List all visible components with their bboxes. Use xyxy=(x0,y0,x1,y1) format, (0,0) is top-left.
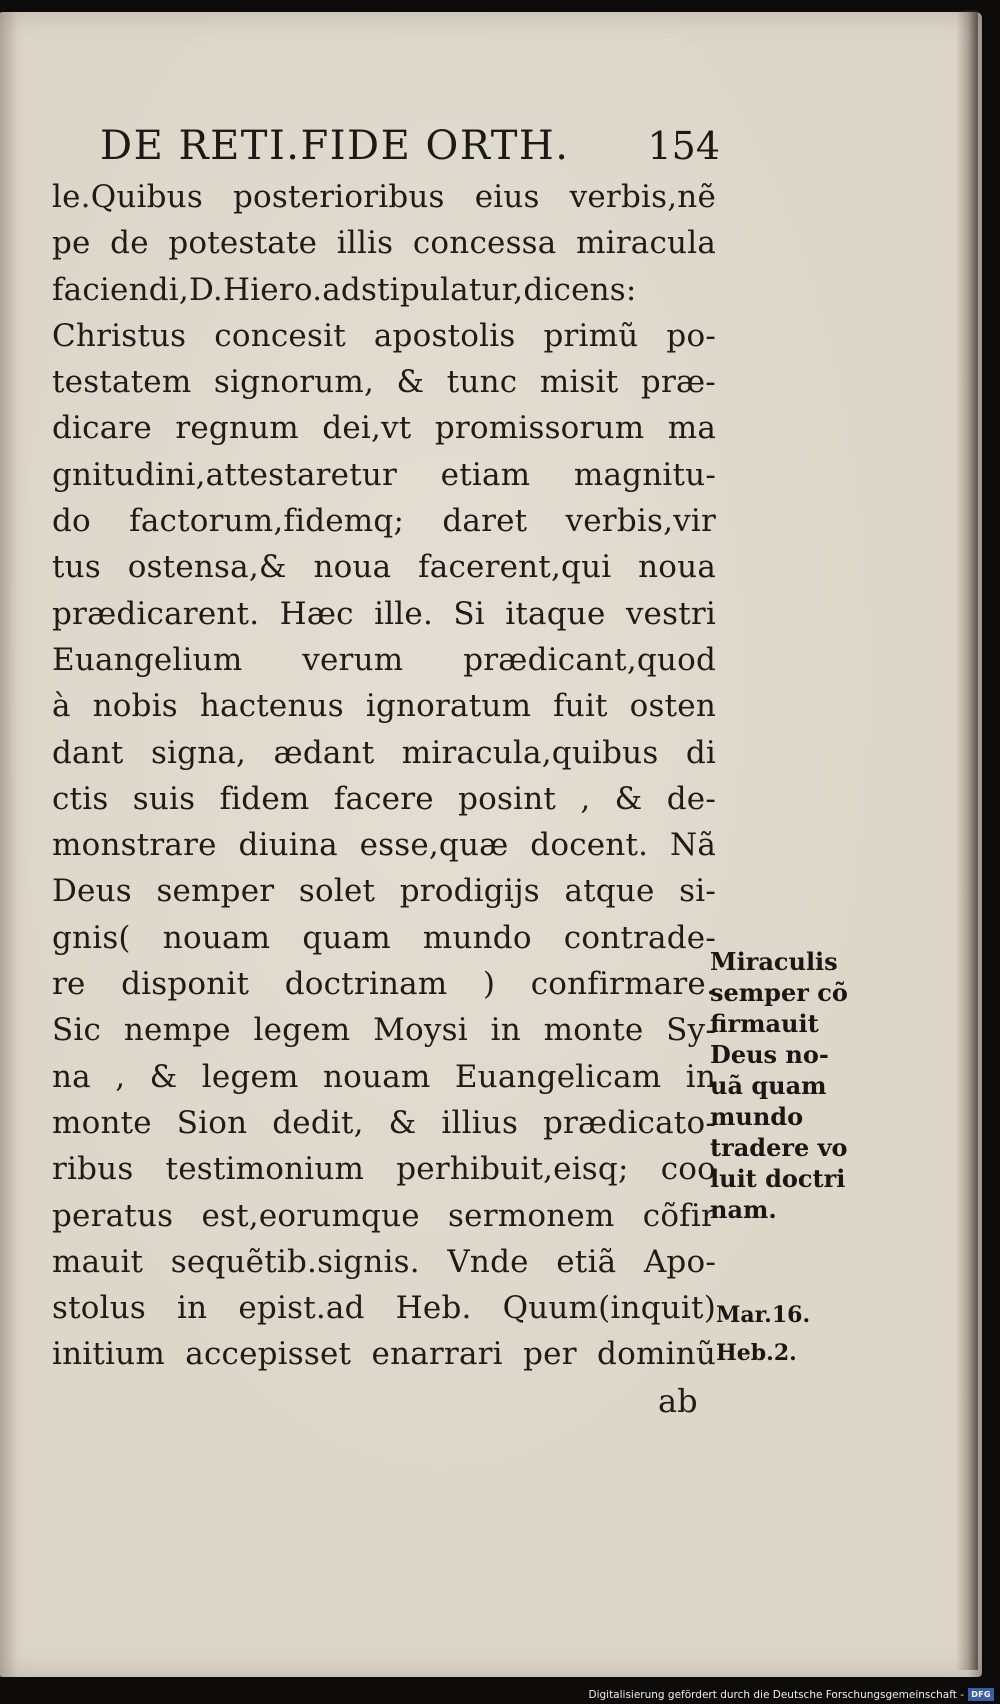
text-line: tus ostensa,& noua facerent,qui noua xyxy=(52,549,716,586)
text-line: mauit sequẽtib.signis. Vnde etiã Apo- xyxy=(52,1243,716,1280)
text-line: gnitudini,attestaretur etiam magnitu- xyxy=(52,456,716,493)
text-line: stolus in epist.ad Heb. Quum(inquit) xyxy=(52,1290,716,1327)
marginal-references xyxy=(716,1296,810,1372)
marginal-note-line: firmauit xyxy=(710,1009,819,1038)
marginal-note-line: Deus no- xyxy=(710,1040,829,1069)
page-number: 154 xyxy=(647,124,720,168)
text-line: à nobis hactenus ignoratum fuit osten xyxy=(52,688,716,725)
marginal-note-line: uã quam xyxy=(710,1071,827,1100)
marginal-note-line: semper cõ xyxy=(710,978,848,1007)
marginal-note-line: mundo xyxy=(710,1102,804,1131)
page-edge-shadow xyxy=(956,10,978,1670)
text-line: ctis suis fidem facere posint , & de- xyxy=(52,780,716,817)
running-head xyxy=(100,118,720,178)
text-line: faciendi,D.Hiero.adstipulatur,dicens: xyxy=(52,271,637,308)
dfg-logo: DFG xyxy=(968,1688,994,1701)
text-line: monte Sion dedit, & illius prædicato- xyxy=(52,1104,716,1141)
text-line: dicare regnum dei,vt promissorum ma xyxy=(52,410,716,447)
marginal-reference: Heb.2. xyxy=(716,1340,797,1366)
body-text xyxy=(52,174,716,1378)
text-line: ribus testimonium perhibuit,eisq; coo xyxy=(52,1151,716,1188)
marginal-note-line: tradere vo xyxy=(710,1133,848,1162)
text-line: pe de potestate illis concessa miracula xyxy=(52,225,716,262)
text-line: monstrare diuina esse,quæ docent. Nã xyxy=(52,827,716,864)
text-line: peratus est,eorumque sermonem cõfir xyxy=(52,1197,716,1234)
marginal-reference: Mar.16. xyxy=(716,1302,811,1328)
marginal-note-line: Miraculis xyxy=(710,947,838,976)
text-line: testatem signorum, & tunc misit præ- xyxy=(52,364,716,401)
text-line: Christus concesit apostolis primũ po- xyxy=(52,317,716,354)
text-line: Sic nempe legem Moysi in monte Sy- xyxy=(52,1012,716,1049)
text-line: prædicarent. Hæc ille. Si itaque vestri xyxy=(52,595,716,632)
marginal-note-line: luit doctri xyxy=(710,1164,846,1193)
text-line: dant signa, ædant miracula,quibus di xyxy=(52,734,716,771)
text-line: re disponit doctrinam ) confirmare. xyxy=(52,966,716,1003)
text-line: Deus semper solet prodigijs atque si- xyxy=(52,873,716,910)
marginal-note-line: nam. xyxy=(710,1195,777,1224)
running-head-title: DE RETI.FIDE ORTH. xyxy=(100,123,570,169)
text-line: na , & legem nouam Euangelicam in xyxy=(52,1058,716,1095)
funding-credit: Digitalisierung gefördert durch die Deutsche Forschungsgemeinschaft - xyxy=(588,1689,964,1701)
text-line: le.Quibus posterioribus eius verbis,nẽ xyxy=(52,179,716,215)
text-line: gnis( nouam quam mundo contrade- xyxy=(52,919,716,956)
marginal-note xyxy=(710,946,870,1225)
catchword: ab xyxy=(658,1382,698,1420)
text-line: Euangelium verum prædicant,quod xyxy=(52,641,716,678)
text-line: initium accepisset enarrari per dominũ xyxy=(52,1336,716,1373)
text-line: do factorum,fidemq; daret verbis,vir xyxy=(52,503,716,540)
